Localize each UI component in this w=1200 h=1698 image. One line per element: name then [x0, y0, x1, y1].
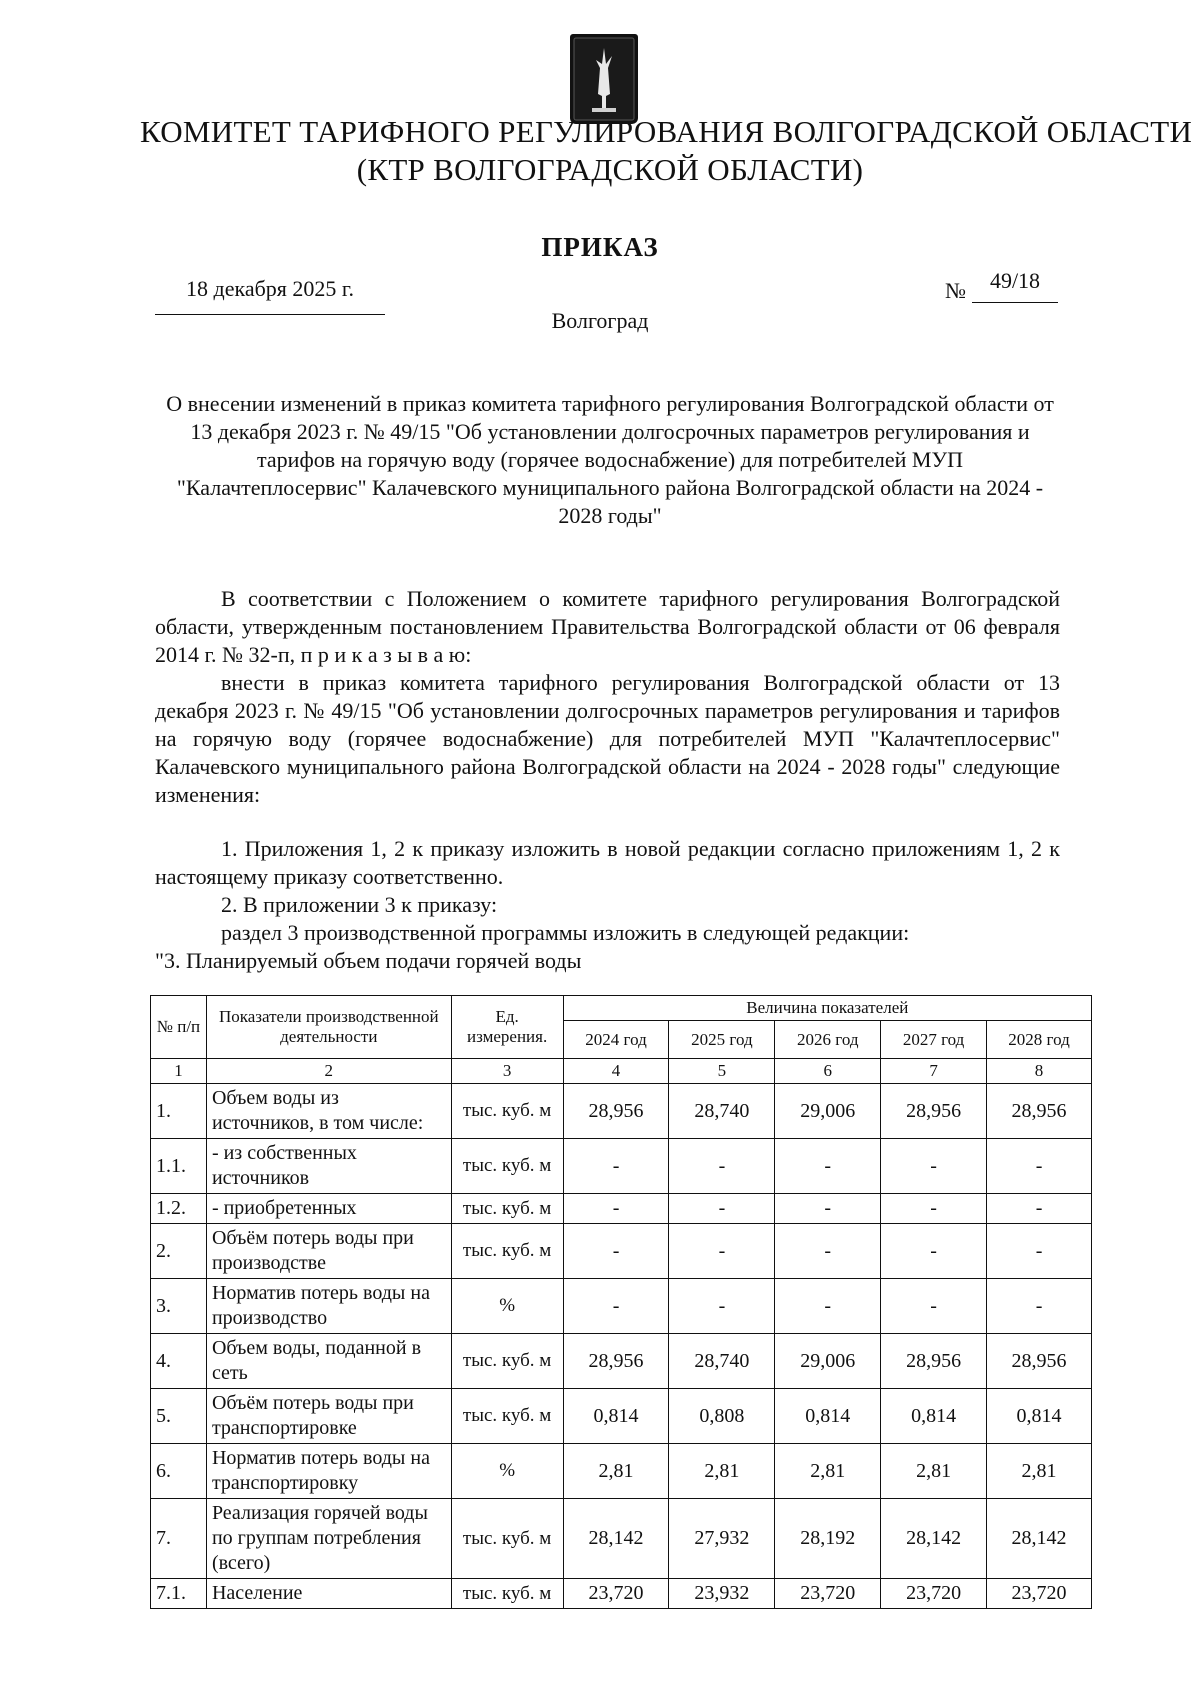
header-values: Величина показателей: [563, 996, 1091, 1021]
table-row: [151, 1224, 1092, 1279]
row-value: 2,81: [669, 1444, 775, 1499]
header-year: 2026 год: [775, 1021, 881, 1059]
row-number: 7.1.: [151, 1579, 207, 1609]
row-indicator: Объём потерь воды при производстве: [206, 1224, 451, 1279]
row-value: -: [881, 1224, 987, 1279]
row-value: -: [775, 1139, 881, 1194]
row-value: 28,956: [987, 1084, 1092, 1139]
row-value: 0,814: [775, 1389, 881, 1444]
row-value: 0,808: [669, 1389, 775, 1444]
row-unit: тыс. куб. м: [451, 1084, 563, 1139]
row-value: 23,932: [669, 1579, 775, 1609]
row-value: -: [669, 1279, 775, 1334]
table-row: [151, 1389, 1092, 1444]
paragraph-item-1: 1. Приложения 1, 2 к приказу изложить в новой редакции согласно приложениям 1, 2 к настоящему приказу соответственно.: [155, 836, 1060, 889]
column-number: 7: [881, 1059, 987, 1084]
header-unit: Ед. измерения.: [451, 996, 563, 1059]
document-subject: О внесении изменений в приказ комитета тарифного регулирования Волгоградской области от 13 декабря 2023 г. № 49/15 "Об установлении долгосрочных параметров регулирования и тарифов на горячую воду (горячее водоснабжение) для потребителей МУП "Калачтеплосервис" Калачевского муниципального района Волгоградской области на 2024 - 2028 годы": [166, 391, 1054, 528]
header-year: 2025 год: [669, 1021, 775, 1059]
row-number: 5.: [151, 1389, 207, 1444]
row-unit: тыс. куб. м: [451, 1389, 563, 1444]
row-value: -: [987, 1139, 1092, 1194]
row-unit: тыс. куб. м: [451, 1224, 563, 1279]
row-value: -: [987, 1224, 1092, 1279]
row-value: -: [563, 1279, 669, 1334]
header-year: 2024 год: [563, 1021, 669, 1059]
column-number: 3: [451, 1059, 563, 1084]
row-value: -: [669, 1139, 775, 1194]
volgograd-emblem-icon: [570, 34, 638, 124]
row-value: -: [987, 1279, 1092, 1334]
column-number: 1: [151, 1059, 207, 1084]
paragraph-preamble: В соответствии с Положением о комитете тарифного регулирования Волгоградской области, утвержденным постановлением Правительства Волгоградской области от 06 февраля 2014 г. № 32-п, п р и к а з ы в а ю:: [155, 586, 1060, 667]
row-value: 28,142: [881, 1499, 987, 1579]
column-number: 6: [775, 1059, 881, 1084]
row-value: 2,81: [987, 1444, 1092, 1499]
row-unit: %: [451, 1279, 563, 1334]
row-number: 4.: [151, 1334, 207, 1389]
document-date: 18 декабря 2025 г.: [155, 276, 385, 315]
table-row: [151, 1194, 1092, 1224]
paragraph-table-title: "3. Планируемый объем подачи горячей воды: [155, 948, 582, 973]
header-year: 2027 год: [881, 1021, 987, 1059]
paragraph-section-3: раздел 3 производственной программы изложить в следующей редакции:: [221, 920, 910, 945]
row-value: 23,720: [775, 1579, 881, 1609]
paragraph-order: внести в приказ комитета тарифного регулирования Волгоградской области от 13 декабря 2023 г. № 49/15 "Об установлении долгосрочных параметров регулирования и тарифов на горячую воду (горячее водоснабжение) для потребителей МУП "Калачтеплосервис" Калачевского муниципального района Волгоградской области на 2024 - 2028 годы" следующие изменения:: [155, 670, 1060, 807]
row-indicator: Норматив потерь воды на транспортировку: [206, 1444, 451, 1499]
header-year: 2028 год: [987, 1021, 1092, 1059]
row-number: 1.: [151, 1084, 207, 1139]
paragraph-item-2: 2. В приложении 3 к приказу:: [221, 892, 498, 917]
row-value: -: [881, 1194, 987, 1224]
org-title: КОМИТЕТ ТАРИФНОГО РЕГУЛИРОВАНИЯ ВОЛГОГРАДСКОЙ ОБЛАСТИ: [140, 114, 1193, 149]
row-value: 23,720: [987, 1579, 1092, 1609]
row-value: 2,81: [775, 1444, 881, 1499]
row-indicator: Объем воды из источников, в том числе:: [206, 1084, 451, 1139]
row-unit: тыс. куб. м: [451, 1139, 563, 1194]
row-indicator: - приобретенных: [206, 1194, 451, 1224]
row-indicator: Реализация горячей воды по группам потребления (всего): [206, 1499, 451, 1579]
table-row: [151, 1084, 1092, 1139]
row-indicator: Норматив потерь воды на производство: [206, 1279, 451, 1334]
row-number: 1.1.: [151, 1139, 207, 1194]
header-num: № п/п: [151, 996, 207, 1059]
row-value: -: [669, 1224, 775, 1279]
document-city: Волгоград: [551, 308, 649, 333]
row-value: -: [563, 1139, 669, 1194]
row-unit: тыс. куб. м: [451, 1334, 563, 1389]
row-value: 28,956: [881, 1334, 987, 1389]
row-value: -: [563, 1224, 669, 1279]
table-row: [151, 1444, 1092, 1499]
column-number: 5: [669, 1059, 775, 1084]
row-value: 28,956: [563, 1334, 669, 1389]
row-value: 28,740: [669, 1084, 775, 1139]
document-body: [155, 585, 1060, 975]
row-unit: тыс. куб. м: [451, 1194, 563, 1224]
row-value: 0,814: [987, 1389, 1092, 1444]
row-number: 6.: [151, 1444, 207, 1499]
row-number: 3.: [151, 1279, 207, 1334]
column-number: 8: [987, 1059, 1092, 1084]
row-value: -: [881, 1139, 987, 1194]
row-unit: тыс. куб. м: [451, 1499, 563, 1579]
row-value: -: [563, 1194, 669, 1224]
org-abbreviation: (КТР ВОЛГОГРАДСКОЙ ОБЛАСТИ): [356, 152, 864, 187]
row-value: -: [775, 1279, 881, 1334]
document-number-label: №: [945, 278, 966, 303]
document-type: ПРИКАЗ: [541, 232, 659, 262]
row-unit: %: [451, 1444, 563, 1499]
row-indicator: Объем воды, поданной в сеть: [206, 1334, 451, 1389]
header-indicators: Показатели производственной деятельности: [206, 996, 451, 1059]
table-row: [151, 1499, 1092, 1579]
row-value: -: [987, 1194, 1092, 1224]
row-indicator: - из собственных источников: [206, 1139, 451, 1194]
row-value: -: [775, 1224, 881, 1279]
row-value: 28,956: [987, 1334, 1092, 1389]
row-indicator: Объём потерь воды при транспортировке: [206, 1389, 451, 1444]
table-row: [151, 1579, 1092, 1609]
row-indicator: Население: [206, 1579, 451, 1609]
row-value: -: [669, 1194, 775, 1224]
row-value: 28,192: [775, 1499, 881, 1579]
row-value: 29,006: [775, 1084, 881, 1139]
row-value: -: [881, 1279, 987, 1334]
row-value: 23,720: [881, 1579, 987, 1609]
row-value: 28,956: [881, 1084, 987, 1139]
row-value: 2,81: [881, 1444, 987, 1499]
table-row: [151, 1334, 1092, 1389]
row-value: 28,142: [563, 1499, 669, 1579]
row-number: 7.: [151, 1499, 207, 1579]
row-value: 23,720: [563, 1579, 669, 1609]
row-value: 27,932: [669, 1499, 775, 1579]
row-value: 28,956: [563, 1084, 669, 1139]
row-value: 2,81: [563, 1444, 669, 1499]
row-value: 0,814: [563, 1389, 669, 1444]
row-unit: тыс. куб. м: [451, 1579, 563, 1609]
column-number: 4: [563, 1059, 669, 1084]
row-value: -: [775, 1194, 881, 1224]
document-number: 49/18: [972, 268, 1058, 303]
row-value: 28,740: [669, 1334, 775, 1389]
table-row: [151, 1139, 1092, 1194]
table-row: [151, 1279, 1092, 1334]
row-value: 28,142: [987, 1499, 1092, 1579]
row-value: 29,006: [775, 1334, 881, 1389]
water-supply-table: [150, 995, 1092, 1609]
row-value: 0,814: [881, 1389, 987, 1444]
column-number: 2: [206, 1059, 451, 1084]
row-number: 2.: [151, 1224, 207, 1279]
row-number: 1.2.: [151, 1194, 207, 1224]
